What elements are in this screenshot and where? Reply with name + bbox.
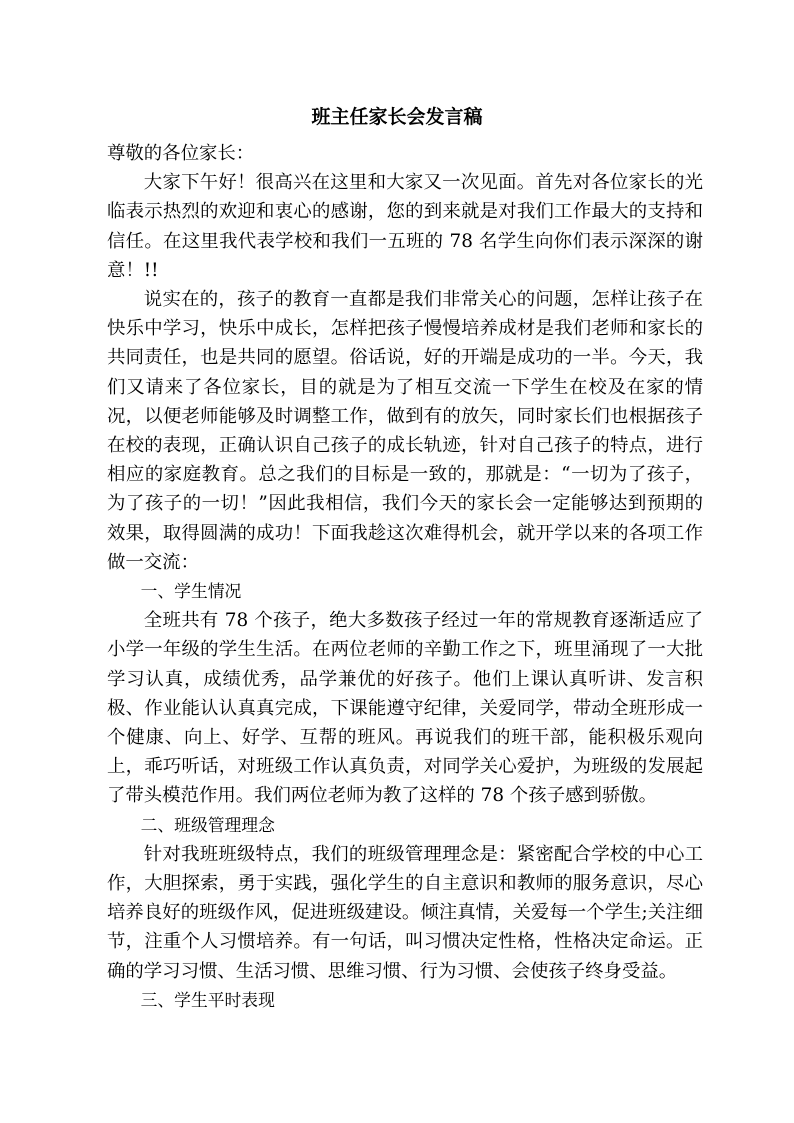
section-text-management-philosophy: 针对我班班级特点，我们的班级管理理念是：紧密配合学校的中心工作，大胆探索，勇于实践，强化学生的自主意识和教师的服务意识，尽心培养良好的班级作风，促进班级建设。倾注真情，关爱每一个学生;关注细节，注重个人习惯培养。有一句话，叫习惯决定性格，性格决定命运。正确的学习习惯、生活习惯、思维习惯、行为习惯、会使孩子终身受益。 xyxy=(107,843,703,982)
paragraph-introduction: 说实在的，孩子的教育一直都是我们非常关心的问题，怎样让孩子在快乐中学习，快乐中成长，怎样把孩子慢慢培养成材是我们老师和家长的共同责任，也是共同的愿望。俗话说，好的开端是成功的一半。今天，我们又请来了各位家长，目的就是为了相互交流一下学生在校及在家的情况，以便老师能够及时调整工作，做到有的放矢，同时家长们也根据孩子在校的表现，正确认识自己孩子的成长轨迹，针对自己孩子的特点，进行相应的家庭教育。总之我们的目标是一致的，那就是：“一切为了孩子，为了孩子的一切！”因此我相信，我们今天的家长会一定能够达到预期的效果，取得圆满的成功！下面我趁这次难得机会，就开学以来的各项工作做一交流： xyxy=(107,289,703,573)
section-heading-daily-performance: 三、学生平时表现 xyxy=(140,989,275,1010)
salutation: 尊敬的各位家长： xyxy=(107,143,255,164)
section-heading-student-situation: 一、学生情况 xyxy=(140,581,242,602)
section-heading-management-philosophy: 二、班级管理理念 xyxy=(140,814,275,835)
section-text-student-situation: 全班共有 78 个孩子，绝大多数孩子经过一年的常规教育逐渐适应了小学一年级的学生生活。在两位老师的辛勤工作之下，班里涌现了一大批学习认真，成绩优秀，品学兼优的好孩子。他们上课认真听讲、发言积极、作业能认认真真完成，下课能遵守纪律，关爱同学，带动全班形成一个健康、向上、好学、互帮的班风。再说我们的班干部，能积极乐观向上，乖巧听话，对班级工作认真负责，对同学关心爱护，为班级的发展起了带头模范作用。我们两位老师为教了这样的 78 个孩子感到骄傲。 xyxy=(107,610,703,807)
document-body xyxy=(107,139,703,1015)
document-title: 班主任家长会发言稿 xyxy=(311,106,483,128)
paragraph-greeting: 大家下午好！很高兴在这里和大家又一次见面。首先对各位家长的光临表示热烈的欢迎和衷心的感谢，您的到来就是对我们工作最大的支持和信任。在这里我代表学校和我们一五班的 78 名学生向你们表示深深的谢意！!! xyxy=(107,172,703,281)
